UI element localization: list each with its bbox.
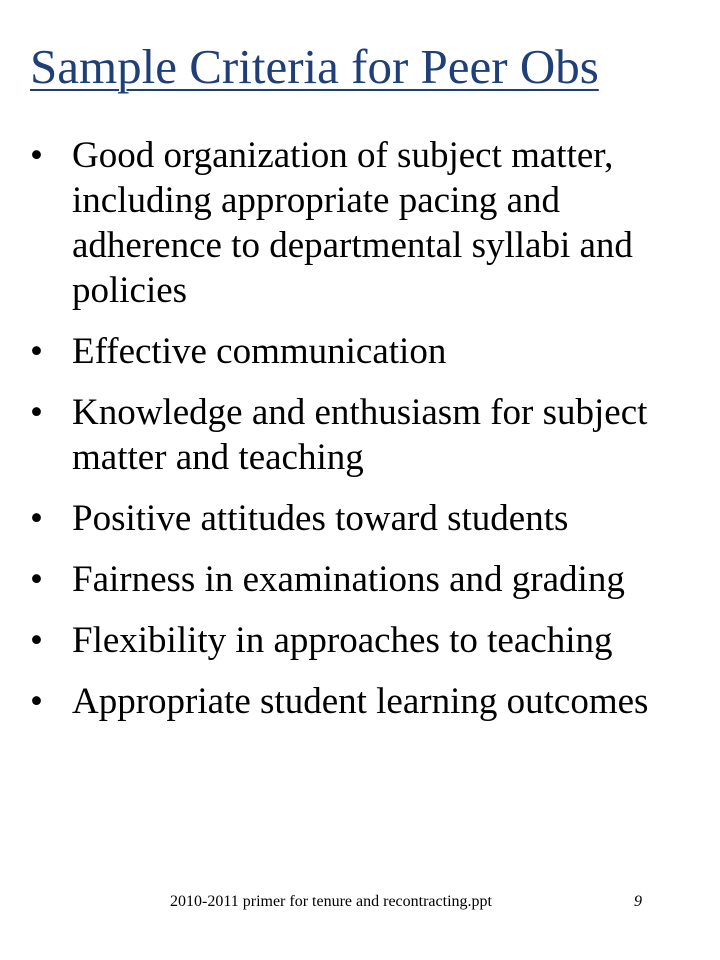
bullet-item-communication	[28, 329, 708, 374]
bullet-item-knowledge	[28, 390, 708, 480]
bullet-icon: •	[30, 559, 43, 600]
slide-number: 9	[634, 893, 642, 910]
bullet-text: Knowledge and enthusiasm for subject matter and teaching	[72, 392, 648, 478]
bullet-icon: •	[30, 498, 43, 539]
bullet-list	[28, 133, 708, 740]
bullet-text: Flexibility in approaches to teaching	[72, 620, 613, 661]
bullet-icon: •	[30, 392, 43, 433]
bullet-item-flexibility	[28, 618, 708, 663]
bullet-icon: •	[30, 135, 43, 176]
bullet-text: Good organization of subject matter, including appropriate pacing and adherence to departmental syllabi and policies	[72, 135, 633, 311]
bullet-item-outcomes	[28, 679, 708, 724]
footer-filename: 2010-2011 primer for tenure and recontracting.ppt	[170, 893, 492, 910]
bullet-icon: •	[30, 681, 43, 722]
slide-title: Sample Criteria for Peer Obs	[30, 39, 599, 94]
bullet-text: Positive attitudes toward students	[72, 498, 569, 539]
bullet-item-fairness	[28, 557, 708, 602]
bullet-item-organization	[28, 133, 708, 313]
bullet-text: Effective communication	[72, 331, 447, 372]
bullet-text: Appropriate student learning outcomes	[72, 681, 649, 722]
bullet-icon: •	[30, 331, 43, 372]
bullet-text: Fairness in examinations and grading	[72, 559, 625, 600]
bullet-item-attitudes	[28, 496, 708, 541]
bullet-icon: •	[30, 620, 43, 661]
